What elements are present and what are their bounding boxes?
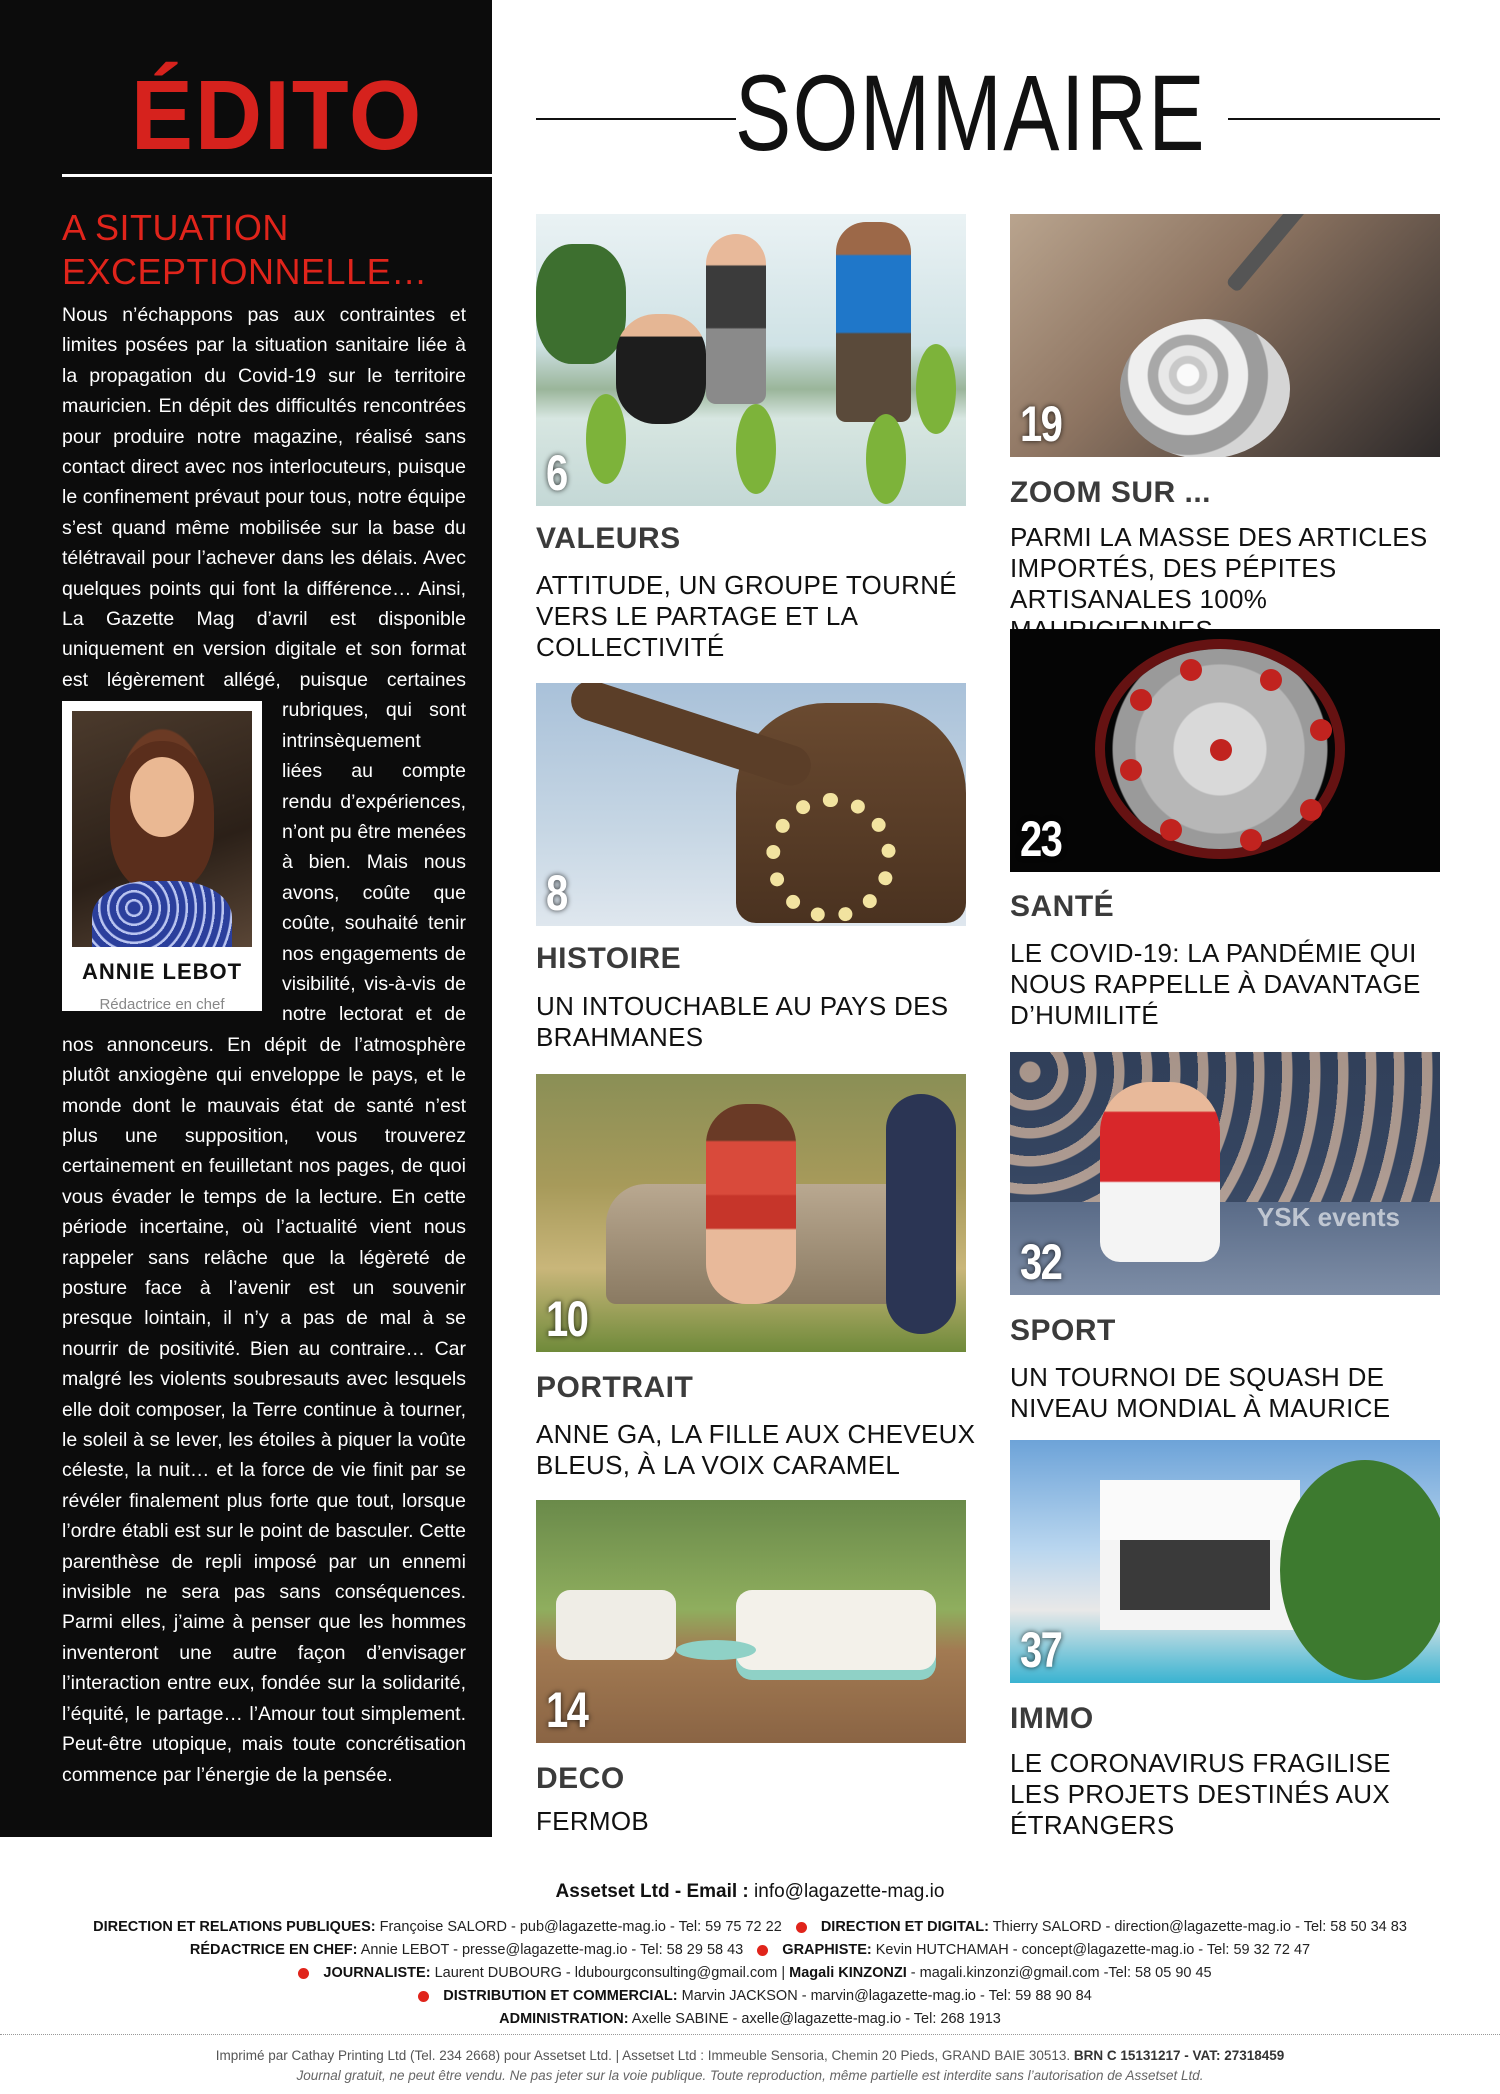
role-label: ADMINISTRATION:: [499, 2011, 629, 2027]
bullet-icon: [796, 1922, 807, 1933]
bullet-icon: [757, 1945, 768, 1956]
company-name: Assetset Ltd - Email :: [555, 1881, 749, 1902]
edito-body-intro: Nous n’échappons pas aux contraintes et limites posées par la situation sanitaire liée à la propagation du Covid-19 sur le territoire mauricien. En dépit des difficultés rencontrées pour produire notre magazine, réalisé sans contact direct avec nos interlocuteurs, puisque le confinement prévaut pour tous, notre équipe s’est quand même mobilisée sur la base du télétravail pour l’achever dans les délais. Avec quelques points qui font la différence… Ainsi, La Gazette Mag d’avril est disponible uniquement en version digitale et son format est légèrement allégé, puisque: [62, 304, 466, 691]
article-valeurs-title[interactable]: ATTITUDE, UN GROUPE TOURNÉ VERS LE PARTAGE ET LA COLLECTIVITÉ: [536, 570, 957, 662]
printer-info: Imprimé par Cathay Printing Ltd (Tel. 234 2668) pour Assetset Ltd. | Assetset Ltd : Immeuble Sensoria, Chemin 20 Pieds, GRAND BAIE 30513.: [215, 2048, 1071, 2063]
sommaire-title: SOMMAIRE: [735, 52, 1207, 173]
staff-name: Magali KINZONZI: [789, 1965, 907, 1981]
author-role: Rédactrice en chef: [99, 995, 225, 1013]
page-number: 19: [1020, 396, 1062, 452]
article-portrait-title[interactable]: ANNE GA, LA FILLE AUX CHEVEUX BLEUS, À LA VOIX CARAMEL: [536, 1419, 976, 1480]
role-label: GRAPHISTE:: [782, 1942, 872, 1958]
masthead-footer: [0, 1880, 1500, 2031]
edito-body-rest: certaines rubriques, qui sont intrinsèquement liées au compte rendu d’expériences, n’ont pu être menées à bien. Mais nous avons, coûte que coûte, souhaité tenir nos engagements de visibilité, vis-à-vis de notre lectorat et de nos annonceurs. En dépit de l’atmosphère plutôt anxiogène qui enveloppe le pays, et le monde dont le mauvais état de santé n’est plus une supposition, vous trouverez certainement en feuilletant nos pages, de quoi vous évader le temps de la lecture. En cette période incertaine, où l’actualité vient nous rappeler sans relâche que la légèreté de posture face à l’avenir est un souvenir presque lointain, il n’y a pas de mal à se nourrir de positivité. Bien au contraire… Car malgré les violents soubresauts avec lesquels elle doit composer, la Terre continue à tourner, le soleil à se lever, les étoiles à piquer la voûte céleste, la nuit… et la force de vie finit par se révéler finalement plus forte que tout, lorsque l’ordre établi est sur le point de basculer. Cette parenthèse de repli imposé par un ennemi invisible ne sera pas sans conséquences. Parmi elles, j’aime à penser que les hommes inventeront une autre façon d’envisager l’interaction entre eux, fondée sur la solidarité, l’équité, le partage… l’Amour tout simplement. Peut-être utopique, mais toute concrétisation commence par l’énergie de la pensée.: [62, 668, 467, 1786]
staff-contact: Laurent DUBOURG - ldubourgconsulting@gmail.com |: [434, 1965, 790, 1981]
article-valeurs-image[interactable]: [536, 214, 966, 506]
edito-title: ÉDITO: [130, 60, 424, 170]
page-number: 14: [546, 1682, 588, 1738]
staff-contact: Annie LEBOT - presse@lagazette-mag.io - Tel: 58 29 58 43: [360, 1942, 744, 1958]
author-photo: [72, 711, 252, 947]
role-label: DIRECTION ET RELATIONS PUBLIQUES:: [93, 1919, 376, 1935]
page-number: 8: [546, 865, 567, 921]
section-histoire[interactable]: HISTOIRE: [536, 942, 682, 975]
section-valeurs[interactable]: VALEURS: [536, 522, 681, 555]
edito-column: [0, 0, 492, 1837]
edito-body: [62, 300, 466, 1790]
page-number: 37: [1020, 1622, 1062, 1678]
role-label: DISTRIBUTION ET COMMERCIAL:: [443, 1988, 678, 2004]
section-deco[interactable]: DECO: [536, 1762, 625, 1795]
article-deco-image[interactable]: [536, 1500, 966, 1743]
article-sport-image[interactable]: [1010, 1052, 1440, 1295]
article-immo-image[interactable]: [1010, 1440, 1440, 1683]
staff-line-1: [0, 1916, 1500, 1939]
staff-line-3: [0, 1962, 1500, 1985]
sommaire-rule-left: [536, 118, 736, 120]
staff-contact: - magali.kinzonzi@gmail.com -Tel: 58 05 90 45: [906, 1965, 1212, 1981]
bullet-icon: [298, 1968, 309, 1979]
sommaire-rule-right: [1228, 118, 1440, 120]
article-deco-title[interactable]: FERMOB: [536, 1806, 650, 1836]
section-zoom[interactable]: ZOOM SUR ...: [1010, 476, 1211, 509]
footer-divider: [0, 2034, 1500, 2035]
bullet-icon: [418, 1991, 429, 2002]
staff-contact: Kevin HUTCHAMAH - concept@lagazette-mag.io - Tel: 59 32 72 47: [875, 1942, 1311, 1958]
author-card: [62, 701, 262, 1011]
staff-line-5: [0, 2008, 1500, 2031]
article-sante-image[interactable]: [1010, 629, 1440, 872]
section-sport[interactable]: SPORT: [1010, 1314, 1116, 1347]
article-histoire-image[interactable]: [536, 683, 966, 926]
registration-ids: BRN C 15131217 - VAT: 27318459: [1073, 2048, 1285, 2063]
staff-contact: Thierry SALORD - direction@lagazette-mag.io - Tel: 58 50 34 83: [992, 1919, 1407, 1935]
article-sante-title[interactable]: LE COVID-19: LA PANDÉMIE QUI NOUS RAPPELLE À DAVANTAGE D’HUMILITÉ: [1010, 938, 1421, 1030]
legal-notice: Journal gratuit, ne peut être vendu. Ne pas jeter sur la voie publique. Toute reproduction, même partielle est interdite sans l’autorisation de Assetset Ltd.: [296, 2068, 1204, 2083]
section-portrait[interactable]: PORTRAIT: [536, 1371, 694, 1404]
author-name: ANNIE LEBOT: [81, 959, 243, 985]
staff-line-4: [0, 1985, 1500, 2008]
article-zoom-title[interactable]: PARMI LA MASSE DES ARTICLES IMPORTÉS, DES PÉPITES ARTISANALES 100%: [1010, 522, 1428, 614]
page-number: 10: [546, 1291, 588, 1347]
role-label: DIRECTION ET DIGITAL:: [820, 1919, 989, 1935]
staff-line-2: [0, 1939, 1500, 1962]
edito-divider: [62, 174, 492, 177]
page-number: 32: [1020, 1234, 1062, 1290]
role-label: RÉDACTRICE EN CHEF:: [189, 1942, 358, 1958]
staff-contact: Françoise SALORD - pub@lagazette-mag.io - Tel: 59 75 72 22: [379, 1919, 782, 1935]
staff-contact: Marvin JACKSON - marvin@lagazette-mag.io - Tel: 59 88 90 84: [681, 1988, 1092, 2004]
page-number: 6: [546, 445, 567, 501]
section-sante[interactable]: SANTÉ: [1010, 890, 1115, 923]
article-sport-title[interactable]: UN TOURNOI DE SQUASH DE NIVEAU MONDIAL À MAURICE: [1010, 1362, 1391, 1423]
role-label: JOURNALISTE:: [323, 1965, 431, 1981]
company-line: [0, 1880, 1500, 1904]
article-zoom-image[interactable]: [1010, 214, 1440, 457]
page-number: 23: [1020, 811, 1062, 867]
company-email[interactable]: info@lagazette-mag.io: [754, 1881, 945, 1902]
staff-contact: Axelle SABINE - axelle@lagazette-mag.io - Tel: 268 1913: [631, 2011, 1001, 2027]
section-immo[interactable]: IMMO: [1010, 1702, 1094, 1735]
article-histoire-title[interactable]: UN INTOUCHABLE AU PAYS DES BRAHMANES: [536, 991, 949, 1052]
edito-headline: A SITUATION EXCEPTIONNELLE…: [62, 207, 428, 292]
printer-line: [0, 2048, 1500, 2063]
sport-event-logo: YSK events: [1256, 1202, 1400, 1232]
article-immo-title[interactable]: LE CORONAVIRUS FRAGILISE LES PROJETS DESTINÉS AUX ÉTRANGERS: [1010, 1748, 1391, 1840]
article-portrait-image[interactable]: [536, 1074, 966, 1352]
